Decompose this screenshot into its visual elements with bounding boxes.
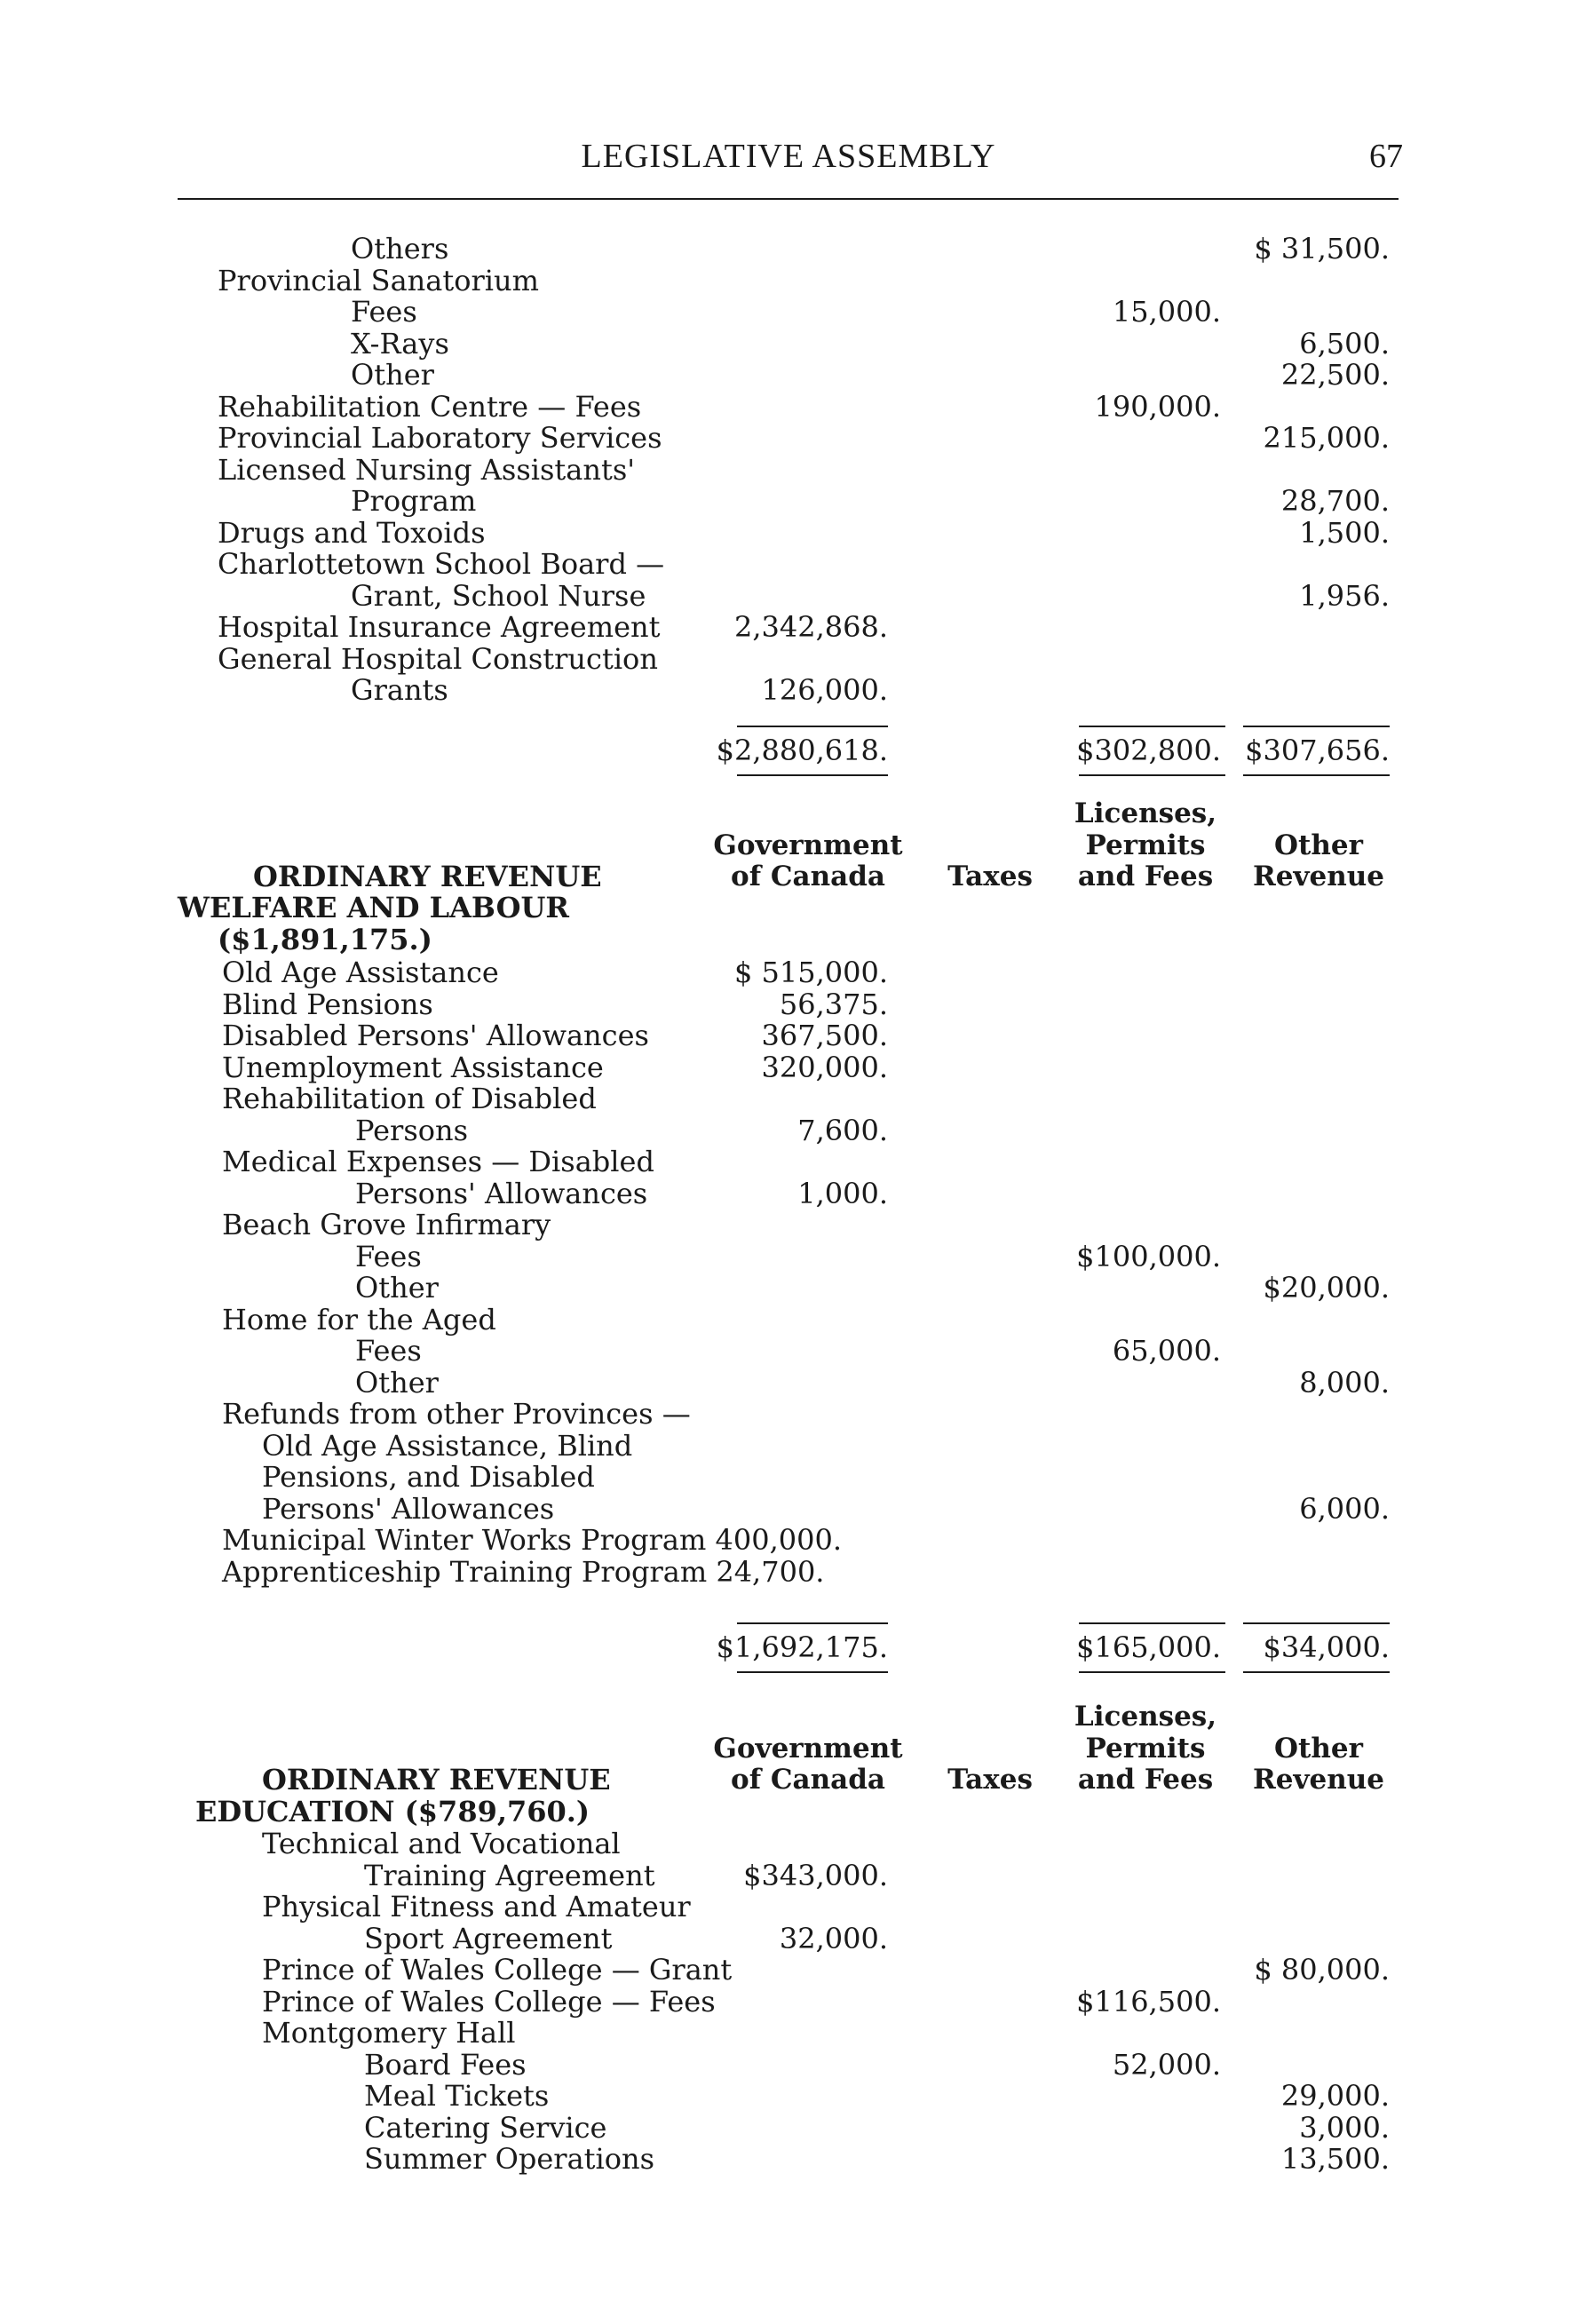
row-label: Meal Tickets [364, 2079, 550, 2113]
row-label: Montgomery Hall [262, 2016, 516, 2050]
row-value-c3: 1,956. [1299, 578, 1390, 613]
total-other: $307,656. [1245, 734, 1390, 767]
row-label: Grants [351, 673, 448, 707]
page-header-title: LEGISLATIVE ASSEMBLY [581, 138, 996, 175]
row-value-c1: 367,500. [761, 1019, 888, 1052]
row-label: Provincial Sanatorium [218, 263, 539, 297]
row-label: Rehabilitation Centre — Fees [218, 389, 642, 424]
column-header-licenses: and Fees [1077, 861, 1214, 892]
row-value-c1: 126,000. [761, 673, 888, 707]
total-government: $2,880,618. [716, 734, 888, 767]
row-value-c2: $116,500. [1076, 1984, 1221, 2019]
row-label: Refunds from other Provinces — [222, 1397, 691, 1431]
row-label: Fees [355, 1334, 422, 1368]
row-value-c3: 8,000. [1299, 1365, 1390, 1400]
total-rule [737, 774, 888, 776]
row-label: Pensions, and Disabled [262, 1460, 595, 1494]
row-label: Rehabilitation of Disabled [222, 1082, 597, 1115]
column-header-government: Government [713, 829, 903, 861]
column-header-other: Revenue [1252, 861, 1385, 892]
row-label: X-Rays [351, 326, 449, 361]
row-label: Licensed Nursing Assistants' [218, 452, 636, 487]
row-label: Persons' Allowances [262, 1491, 555, 1526]
row-label: Blind Pensions [222, 987, 433, 1021]
page-number: 67 [1369, 138, 1403, 175]
row-label: Drugs and Toxoids [218, 515, 486, 550]
column-header-licenses: Permits [1085, 1732, 1206, 1765]
row-value-c1: 2,342,868. [733, 610, 888, 644]
row-label: Persons [355, 1113, 469, 1147]
column-header-licenses: Permits [1085, 829, 1206, 861]
row-value-c3: 215,000. [1263, 421, 1390, 455]
row-value-c3: 3,000. [1299, 2110, 1390, 2145]
row-value-c3: 1,500. [1299, 515, 1390, 550]
column-header-licenses: Licenses, [1074, 1701, 1217, 1733]
row-label: Unemployment Assistance [222, 1050, 604, 1084]
total-licenses: $302,800. [1076, 734, 1221, 767]
row-label: Fees [351, 295, 417, 329]
row-label: Catering Service [364, 2110, 607, 2145]
row-value-c2: 15,000. [1112, 295, 1221, 329]
row-label: Physical Fitness and Amateur [262, 1890, 691, 1923]
row-value-c2: 190,000. [1094, 389, 1221, 424]
row-label: Others [351, 232, 449, 266]
section-subtitle: EDUCATION ($789,760.) [195, 1795, 590, 1828]
row-label: Grant, School Nurse [351, 578, 646, 613]
row-label: Persons' Allowances [355, 1176, 648, 1210]
column-header-taxes: Taxes [947, 1764, 1033, 1796]
column-header-other: Revenue [1252, 1764, 1385, 1796]
row-value-c3: 29,000. [1280, 2079, 1390, 2113]
row-label: Old Age Assistance, Blind [262, 1428, 633, 1463]
total-rule [1243, 1671, 1390, 1673]
column-header-other: Other [1274, 1732, 1363, 1765]
row-value-c1: $343,000. [743, 1858, 888, 1892]
row-value-c1: 32,000. [779, 1921, 888, 1955]
row-value-c3: 6,500. [1299, 326, 1390, 361]
total-other: $34,000. [1263, 1630, 1390, 1664]
column-header-government: of Canada [731, 1764, 885, 1796]
row-label: Summer Operations [364, 2142, 655, 2176]
row-label: Board Fees [364, 2047, 527, 2082]
column-header-licenses: and Fees [1077, 1764, 1214, 1796]
row-value-c1: 7,600. [797, 1113, 888, 1147]
row-value-c1: 1,000. [797, 1176, 888, 1210]
row-value-c3: $ 80,000. [1254, 1953, 1390, 1987]
row-label: General Hospital Construction [218, 641, 658, 676]
row-value-c3: $20,000. [1263, 1271, 1390, 1305]
section-subtitle: WELFARE AND LABOUR [178, 891, 569, 924]
row-label: Hospital Insurance Agreement [218, 610, 661, 644]
section-title: ORDINARY REVENUE [262, 1763, 611, 1797]
row-value-c2: 52,000. [1112, 2047, 1221, 2082]
row-value-c2: $100,000. [1076, 1239, 1221, 1273]
row-label: Other [355, 1271, 439, 1305]
column-header-government: of Canada [731, 861, 885, 892]
subtotal-rule [1243, 726, 1390, 727]
total-rule [737, 1671, 888, 1673]
row-value-c3: 13,500. [1280, 2142, 1390, 2176]
row-label: Prince of Wales College — Grant [262, 1953, 733, 1987]
row-label: Disabled Persons' Allowances [222, 1019, 649, 1052]
row-label: Program [351, 484, 477, 518]
row-label: Apprenticeship Training Program 24,700. [222, 1554, 825, 1589]
subtotal-rule [737, 1622, 888, 1624]
row-label: Beach Grove Infirmary [222, 1208, 551, 1241]
total-rule [1079, 774, 1225, 776]
subtotal-rule [1243, 1622, 1390, 1624]
column-header-other: Other [1274, 829, 1363, 861]
row-value-c3: 22,500. [1280, 358, 1390, 392]
row-label: Medical Expenses — Disabled [222, 1145, 654, 1178]
row-value-c3: $ 31,500. [1254, 232, 1390, 266]
column-header-licenses: Licenses, [1074, 797, 1217, 829]
row-label: Home for the Aged [222, 1302, 496, 1336]
row-label: Training Agreement [364, 1858, 655, 1892]
row-label: Prince of Wales College — Fees [262, 1984, 716, 2019]
subtotal-rule [737, 726, 888, 727]
row-value-c1: 320,000. [761, 1050, 888, 1084]
section-amount: ($1,891,175.) [218, 923, 432, 956]
total-rule [1079, 1671, 1225, 1673]
column-header-government: Government [713, 1732, 903, 1765]
row-label: Provincial Laboratory Services [218, 421, 662, 455]
row-label: Sport Agreement [364, 1921, 613, 1955]
row-value-c1: 56,375. [779, 987, 888, 1021]
row-value-c3: 28,700. [1280, 484, 1390, 518]
row-label: Fees [355, 1239, 422, 1273]
row-label: Municipal Winter Works Program 400,000. [222, 1523, 843, 1557]
row-label: Charlottetown School Board — [218, 547, 665, 581]
row-value-c1: $ 515,000. [733, 956, 888, 989]
section-title: ORDINARY REVENUE [253, 860, 602, 893]
header-rule [178, 198, 1399, 200]
row-label: Other [355, 1365, 439, 1400]
subtotal-rule [1079, 726, 1225, 727]
total-licenses: $165,000. [1076, 1630, 1221, 1664]
row-value-c2: 65,000. [1112, 1334, 1221, 1368]
row-label: Technical and Vocational [262, 1827, 621, 1860]
subtotal-rule [1079, 1622, 1225, 1624]
row-value-c3: 6,000. [1299, 1491, 1390, 1526]
total-government: $1,692,175. [716, 1630, 888, 1664]
row-label: Other [351, 358, 434, 392]
total-rule [1243, 774, 1390, 776]
row-label: Old Age Assistance [222, 956, 499, 989]
column-header-taxes: Taxes [947, 861, 1033, 892]
